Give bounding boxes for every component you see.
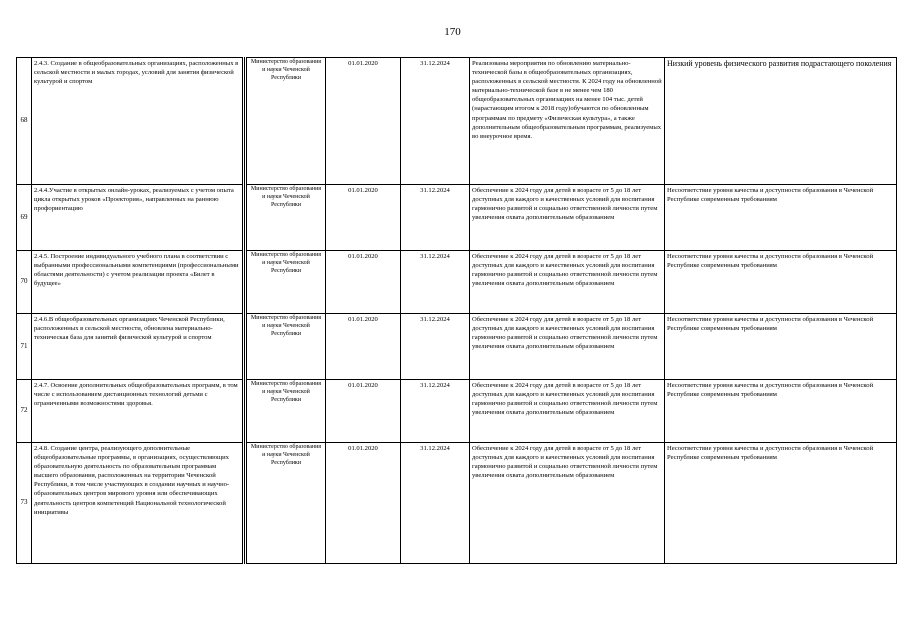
measure-cell: 2.4.4.Участие в открытых онлайн-уроках, реализуемых с учетом опыта цикла открытых уроков «Проектория», направленных на раннюю профориентацию [32,185,243,251]
executor-cell: Министерство образования и науки Чеченской Республики [246,443,326,564]
row-number: 73 [17,443,32,564]
start-date-cell: 01.01.2020 [326,58,401,185]
risk-cell: Несоответствие уровня качества и доступности образования в Чеченской Республике современным требованиям [665,380,897,443]
start-date-cell: 01.01.2020 [326,314,401,380]
row-number: 69 [17,185,32,251]
end-date-cell: 31.12.2024 [401,314,470,380]
measures-table [16,57,897,564]
row-number: 71 [17,314,32,380]
measure-cell: 2.4.5. Построение индивидуального учебного плана в соответствии с выбранными профессиональными компетенциями (профессиональными областями деятельности) с учетом реализации проекта «Билет в будущее» [32,251,243,314]
executor-cell: Министерство образования и науки Чеченской Республики [246,314,326,380]
start-date-cell: 01.01.2020 [326,380,401,443]
result-cell: Обеспечение к 2024 году для детей в возрасте от 5 до 18 лет доступных для каждого и качественных условий для воспитания гармонично развитой и социально ответственной личности путем увеличения охвата дополнительным образованием [470,443,665,564]
risk-cell: Несоответствие уровня качества и доступности образования в Чеченской Республике современным требованиям [665,251,897,314]
result-cell: Реализованы мероприятия по обновлению материально-технической базы в общеобразовательных организациях, расположенных в сельской местности. К 2024 году на обновленной материально-технической базе в не менее чем 180 общеобразовательных организациях на менее 104 тыс. детей (нарастающим итогом к 2018 году)обучаются по обновленным программам по предмету «Физическая культура», а также дополнительным общеобразовательным программам, реализуемых во внеурочное время. [470,58,665,185]
table-row [17,380,897,443]
row-number: 70 [17,251,32,314]
executor-cell: Министерство образования и науки Чеченской Республики [246,380,326,443]
result-cell: Обеспечение к 2024 году для детей в возрасте от 5 до 18 лет доступных для каждого и качественных условий для воспитания гармонично развитой и социально ответственной личности путем увеличения охвата дополнительным образованием [470,314,665,380]
end-date-cell: 31.12.2024 [401,380,470,443]
risk-cell: Несоответствие уровня качества и доступности образования в Чеченской Республике современным требованиям [665,314,897,380]
result-cell: Обеспечение к 2024 году для детей в возрасте от 5 до 18 лет доступных для каждого и качественных условий для воспитания гармонично развитой и социально ответственной личности путем увеличения охвата дополнительным образованием [470,251,665,314]
risk-cell: Низкий уровень физического развития подрастающего поколения [665,58,897,185]
measure-cell: 2.4.3. Создание в общеобразовательных организациях, расположенных в сельской местности и малых городах, условий для занятия физической культурой и спортом [32,58,243,185]
row-number: 68 [17,58,32,185]
executor-cell: Министерство образования и науки Чеченской Республики [246,185,326,251]
start-date-cell: 01.01.2020 [326,443,401,564]
executor-cell: Министерство образования и науки Чеченской Республики [246,251,326,314]
measure-cell: 2.4.6.В общеобразовательных организациях Чеченской Республики, расположенных в сельской местности, обновлена материально-техническая база для занятий физической культурой и спортом [32,314,243,380]
result-cell: Обеспечение к 2024 году для детей в возрасте от 5 до 18 лет доступных для каждого и качественных условий для воспитания гармонично развитой и социально ответственной личности путем увеличения охвата дополнительным образованием [470,380,665,443]
end-date-cell: 31.12.2024 [401,185,470,251]
row-number: 72 [17,380,32,443]
measure-cell: 2.4.7. Освоение дополнительных общеобразовательных программ, в том числе с использованием дистанционных технологий детьми с ограниченными возможностями здоровья. [32,380,243,443]
end-date-cell: 31.12.2024 [401,58,470,185]
risk-cell: Несоответствие уровня качества и доступности образования в Чеченской Республике современным требованиям [665,185,897,251]
end-date-cell: 31.12.2024 [401,251,470,314]
table-row [17,443,897,564]
table-row [17,314,897,380]
measure-cell: 2.4.8. Создание центра, реализующего дополнительные общеобразовательные программы, в организациях, осуществляющих образовательную деятельность по образовательным программам высшего образования, расположенных на территории Чеченской Республики, в том числе участвующих в создании научных и научно-образовательных центров мирового уровня или обеспечивающих деятельность центров компетенций Национальной технологической инициативы [32,443,243,564]
table-row [17,251,897,314]
page-number: 170 [444,26,461,38]
start-date-cell: 01.01.2020 [326,185,401,251]
result-cell: Обеспечение к 2024 году для детей в возрасте от 5 до 18 лет доступных для каждого и качественных условий для воспитания гармонично развитой и социально ответственной личности путем увеличения охвата дополнительным образованием [470,185,665,251]
risk-cell: Несоответствие уровня качества и доступности образования в Чеченской Республике современным требованиям [665,443,897,564]
end-date-cell: 31.12.2024 [401,443,470,564]
table-row [17,58,897,185]
table-row [17,185,897,251]
executor-cell: Министерство образования и науки Чеченской Республики [246,58,326,185]
start-date-cell: 01.01.2020 [326,251,401,314]
